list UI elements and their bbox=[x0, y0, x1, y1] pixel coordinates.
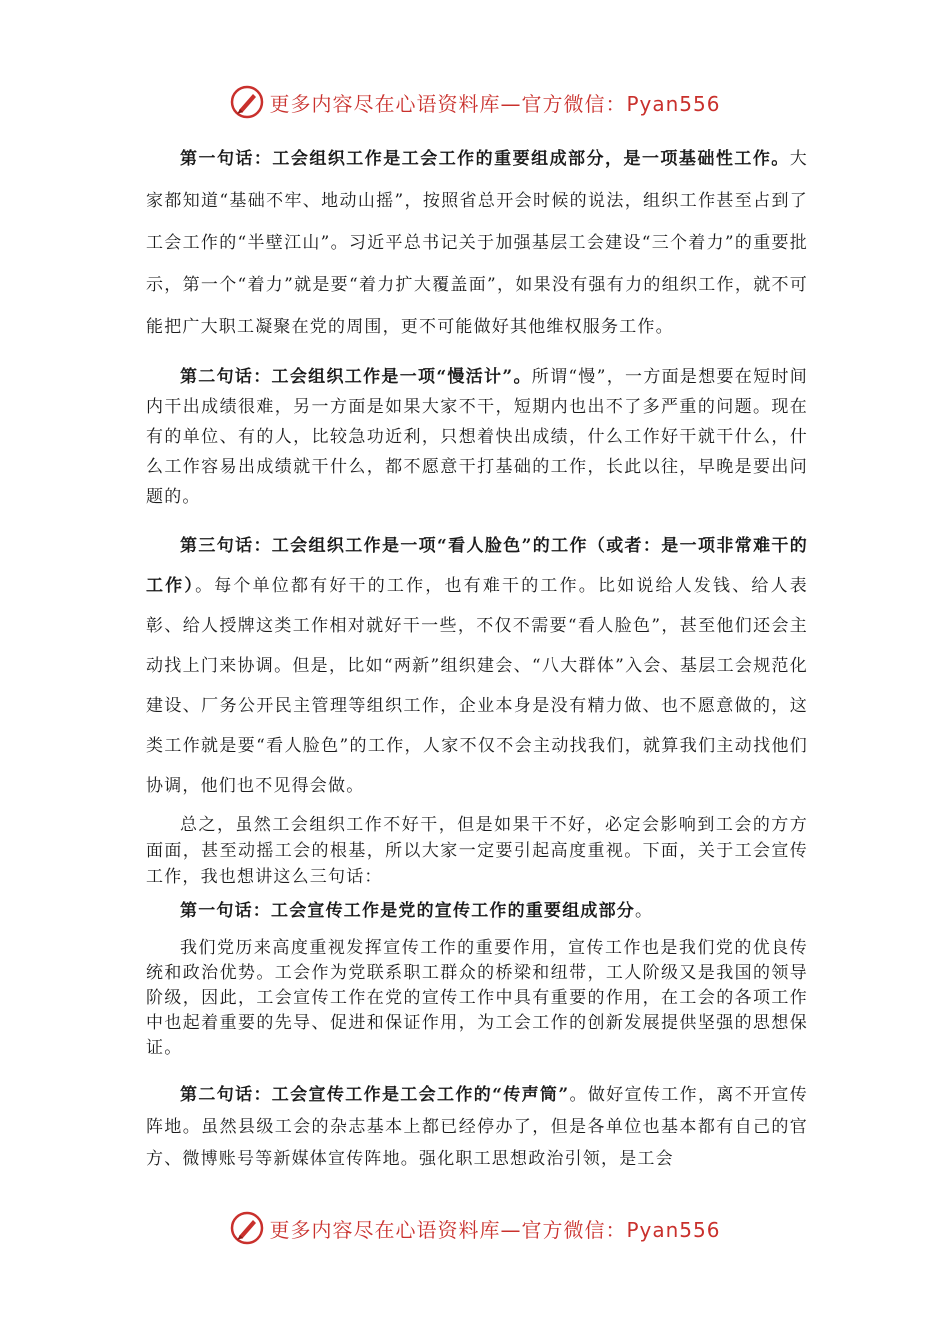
footer-banner bbox=[0, 1208, 950, 1248]
paragraph-3 bbox=[146, 526, 808, 806]
paragraph-lead: 第二句话：工会组织工作是一项“慢活计”。 bbox=[180, 367, 532, 387]
header-banner bbox=[0, 82, 950, 122]
banner-text: 更多内容尽在心语资料库—官方微信：Pyan556 bbox=[269, 1217, 721, 1242]
pen-logo-icon bbox=[229, 84, 265, 120]
paragraph-4 bbox=[146, 812, 808, 890]
paragraph-7 bbox=[146, 1079, 808, 1175]
paragraph-text: 。每个单位都有好干的工作，也有难干的工作。比如说给人发钱、给人表彰、给人授牌这类工作相对就好干一些，不仅不需要“看人脸色”，甚至他们还会主动找上门来协调。但是，比如“两新”组织建会、“八大群体”入会、基层工会规范化建设、厂务公开民主管理等组织工作，企业本身是没有精力做、也不愿意做的，这类工作就是要“看人脸色”的工作，人家不仅不会主动找我们，就算我们主动找他们协调，他们也不见得会做。 bbox=[146, 576, 808, 796]
paragraph-text: 。 bbox=[635, 901, 654, 921]
paragraph-text: 。做好宣传工作，离不开宣传阵地。虽然县级工会的杂志基本上都已经停办了，但是各单位也基本都有自己的官方、微博账号等新媒体宣传阵地。强化职工思想政治引领，是工会 bbox=[146, 1085, 808, 1169]
paragraph-text: 大家都知道“基础不牢、地动山摇”，按照省总开会时候的说法，组织工作甚至占到了工会工作的“半壁江山”。习近平总书记关于加强基层工会建设“三个着力”的重要批示，第一个“着力”就是要“着力扩大覆盖面”，如果没有强有力的组织工作，就不可能把广大职工凝聚在党的周围，更不可能做好其他维权服务工作。 bbox=[146, 149, 808, 337]
paragraph-lead: 第一句话：工会宣传工作是党的宣传工作的重要组成部分 bbox=[180, 901, 635, 921]
paragraph-text: 总之，虽然工会组织工作不好干，但是如果干不好，必定会影响到工会的方方面面，甚至动摇工会的根基，所以大家一定要引起高度重视。下面，关于工会宣传工作，我也想讲这么三句话： bbox=[146, 815, 808, 887]
paragraph-lead: 第三句话：工会组织工作是一项“看人脸色”的工作（或者：是一项非常难干的工作） bbox=[146, 536, 808, 596]
paragraph-1 bbox=[146, 138, 808, 348]
pen-logo-icon bbox=[229, 1210, 265, 1246]
paragraph-6 bbox=[146, 936, 808, 1061]
banner-text: 更多内容尽在心语资料库—官方微信：Pyan556 bbox=[269, 91, 721, 116]
paragraph-5 bbox=[146, 896, 808, 926]
paragraph-text: 我们党历来高度重视发挥宣传工作的重要作用，宣传工作也是我们党的优良传统和政治优势。工会作为党联系职工群众的桥梁和纽带，工人阶级又是我国的领导阶级，因此，工会宣传工作在党的宣传工作中具有重要的作用，在工会的各项工作中也起着重要的先导、促进和保证作用，为工会工作的创新发展提供坚强的思想保证。 bbox=[146, 938, 808, 1058]
paragraph-lead: 第一句话：工会组织工作是工会工作的重要组成部分，是一项基础性工作。 bbox=[180, 149, 790, 169]
paragraph-lead: 第二句话：工会宣传工作是工会工作的“传声筒” bbox=[180, 1085, 570, 1105]
paragraph-2 bbox=[146, 362, 808, 512]
paragraph-text: 所谓“慢”，一方面是想要在短时间内干出成绩很难，另一方面是如果大家不干，短期内也出不了多严重的问题。现在有的单位、有的人，比较急功近利，只想着快出成绩，什么工作好干就干什么，什么工作容易出成绩就干什么，都不愿意干打基础的工作，长此以往，早晚是要出问题的。 bbox=[146, 367, 808, 507]
document-body bbox=[146, 138, 808, 1175]
